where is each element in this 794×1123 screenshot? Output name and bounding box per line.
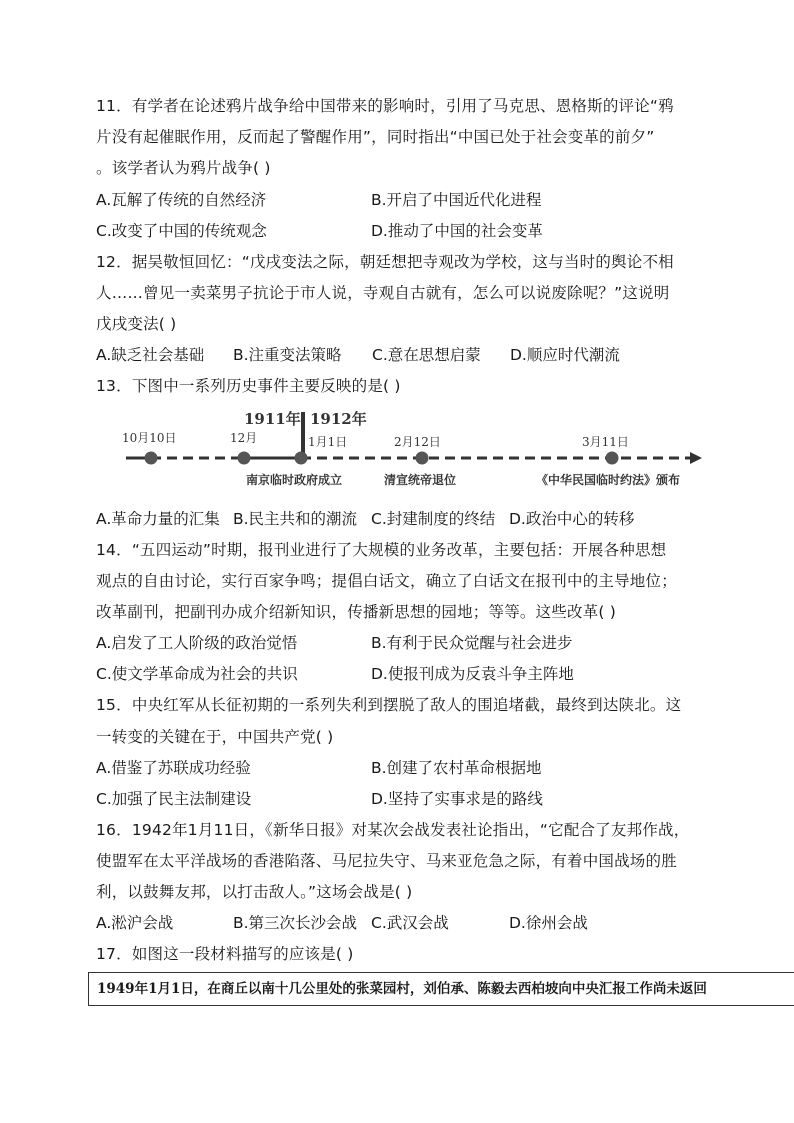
date-label-3: 1月1日	[308, 435, 348, 449]
q15-option-c: C.加强了民主法制建设	[96, 790, 252, 808]
q14-stem-line3: 改革副刊，把副刊办成介绍新知识，传播新思想的园地；等等。这些改革( )	[96, 603, 617, 621]
q12-stem-line1: 12．据吴敬恒回忆：“戊戌变法之际，朝廷想把寺观改为学校，这与当时的舆论不相	[96, 253, 674, 271]
q14-option-a: A.启发了工人阶级的政治觉悟	[96, 634, 298, 652]
q14-stem-line1: 14．“五四运动”时期，报刊业进行了大规模的业务改革，主要包括：开展各种思想	[96, 541, 667, 559]
q14-option-d: D.使报刊成为反袁斗争主阵地	[371, 665, 574, 683]
q12-option-b: B.注重变法策略	[233, 346, 342, 364]
q12-option-c: C.意在思想启蒙	[372, 346, 481, 364]
q13-option-a: A.革命力量的汇集	[96, 510, 220, 528]
q15-stem-line1: 15．中央红军从长征初期的一系列失利到摆脱了敌人的围追堵截，最终到达陕北。这	[96, 696, 682, 714]
timeline-point-2	[238, 452, 251, 465]
q14-stem-line2: 观点的自由讨论，实行百家争鸣；提倡白话文，确立了白话文在报刊中的主导地位；	[96, 572, 677, 590]
q12-stem-line3: 戊戌变法( )	[96, 315, 177, 333]
timeline-point-3	[295, 452, 308, 465]
q11-option-d: D.推动了中国的社会变革	[371, 222, 543, 240]
date-label-4: 2月12日	[394, 435, 441, 449]
q11-option-c: C.改变了中国的传统观念	[96, 222, 267, 240]
event-label-2: 清宣统帝退位	[384, 473, 457, 487]
q17-stem-line1: 17．如图这一段材料描写的应该是( )	[96, 945, 354, 963]
q12-option-d: D.顺应时代潮流	[510, 346, 620, 364]
date-label-5: 3月11日	[582, 435, 629, 449]
q11-stem-line3: 。该学者认为鸦片战争( )	[96, 159, 271, 177]
q15-option-a: A.借鉴了苏联成功经验	[96, 759, 251, 777]
event-label-1: 南京临时政府成立	[246, 473, 343, 487]
q15-option-d: D.坚持了实事求是的路线	[371, 790, 543, 808]
timeline-point-5	[606, 452, 619, 465]
q11-option-b: B.开启了中国近代化进程	[371, 191, 542, 209]
timeline-svg	[96, 400, 736, 510]
q14-option-b: B.有利于民众觉醒与社会进步	[371, 634, 573, 652]
q11-option-a: A.瓦解了传统的自然经济	[96, 191, 267, 209]
year-divider	[301, 412, 305, 458]
q16-stem-line3: 利，以鼓舞友邦，以打击敌人。”这场会战是( )	[96, 883, 413, 901]
q13-stem-line1: 13．下图中一系列历史事件主要反映的是( )	[96, 377, 401, 395]
year-label-1912: 1912年	[310, 410, 367, 428]
q15-stem-line2: 一转变的关键在于，中国共产党( )	[96, 728, 334, 746]
q14-option-c: C.使文学革命成为社会的共识	[96, 665, 298, 683]
q17-material-box	[88, 972, 794, 1006]
q16-stem-line1: 16．1942年1月11日，《新华日报》对某次会战发表社论指出，“它配合了友邦作战，	[96, 821, 690, 839]
timeline-arrowhead	[690, 452, 702, 464]
q12-stem-line2: 人……曾见一卖菜男子抗论于市人说，寺观自古就有，怎么可以说废除呢？”这说明	[96, 284, 670, 302]
q15-option-b: B.创建了农村革命根据地	[371, 759, 542, 777]
q13-option-b: B.民主共和的潮流	[233, 510, 358, 528]
q16-option-c: C.武汉会战	[371, 914, 449, 932]
q16-option-b: B.第三次长沙会战	[233, 914, 358, 932]
timeline-point-1	[145, 452, 158, 465]
q11-stem-line1: 11．有学者在论述鸦片战争给中国带来的影响时，引用了马克思、恩格斯的评论“鸦	[96, 97, 674, 115]
q13-option-c: C.封建制度的终结	[371, 510, 496, 528]
date-label-2: 12月	[230, 431, 258, 445]
timeline-point-4	[416, 452, 429, 465]
date-label-1: 10月10日	[122, 431, 177, 445]
year-label-1911: 1911年	[244, 410, 301, 428]
event-label-3: 《中华民国临时约法》颁布	[536, 473, 681, 487]
q16-option-a: A.淞沪会战	[96, 914, 174, 932]
q16-stem-line2: 使盟军在太平洋战场的香港陷落、马尼拉失守、马来亚危急之际，有着中国战场的胜	[96, 852, 677, 870]
q13-timeline-figure	[96, 400, 736, 510]
q11-stem-line2: 片没有起催眠作用，反而起了警醒作用”，同时指出“中国已处于社会变革的前夕”	[96, 128, 655, 146]
q13-option-d: D.政治中心的转移	[509, 510, 635, 528]
q17-material-text: 1949年1月1日，在商丘以南十几公里处的张菜园村，刘伯承、陈毅去西柏坡向中央汇报工作尚未返回	[97, 981, 707, 997]
q12-option-a: A.缺乏社会基础	[96, 346, 205, 364]
q16-option-d: D.徐州会战	[509, 914, 588, 932]
